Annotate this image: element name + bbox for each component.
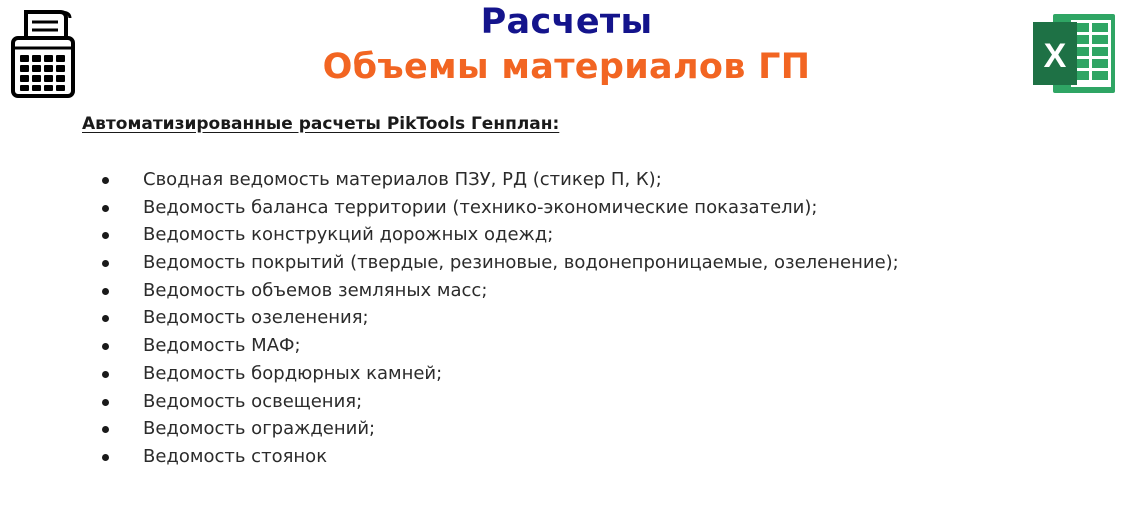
list-item: Сводная ведомость материалов ПЗУ, РД (стикер П, К);: [96, 166, 899, 194]
excel-icon: [1031, 12, 1117, 95]
page-title: Расчеты: [480, 2, 653, 42]
list-item: Ведомость МАФ;: [96, 332, 899, 360]
bullet-icon: [102, 232, 109, 239]
bullet-icon: [102, 260, 109, 267]
list-item: Ведомость объемов земляных масс;: [96, 277, 899, 305]
bullet-icon: [102, 371, 109, 378]
bullet-icon: [102, 288, 109, 295]
list-item: Ведомость стоянок: [96, 443, 899, 471]
section-heading: Автоматизированные расчеты PikTools Генплан:: [82, 114, 560, 134]
bullet-icon: [102, 177, 109, 184]
list-item: Ведомость озеленения;: [96, 304, 899, 332]
page-subtitle: Объемы материалов ГП: [322, 47, 811, 87]
materials-list: [96, 166, 899, 471]
list-item: Ведомость конструкций дорожных одежд;: [96, 221, 899, 249]
excel-letter: X: [1043, 37, 1067, 75]
bullet-icon: [102, 315, 109, 322]
list-item: Ведомость баланса территории (технико-экономические показатели);: [96, 194, 899, 222]
list-item: Ведомость освещения;: [96, 388, 899, 416]
list-item: Ведомость ограждений;: [96, 415, 899, 443]
bullet-icon: [102, 426, 109, 433]
bullet-icon: [102, 454, 109, 461]
bullet-icon: [102, 399, 109, 406]
bullet-icon: [102, 205, 109, 212]
bullet-icon: [102, 343, 109, 350]
list-item: Ведомость покрытий (твердые, резиновые, водонепроницаемые, озеленение);: [96, 249, 899, 277]
list-item: Ведомость бордюрных камней;: [96, 360, 899, 388]
